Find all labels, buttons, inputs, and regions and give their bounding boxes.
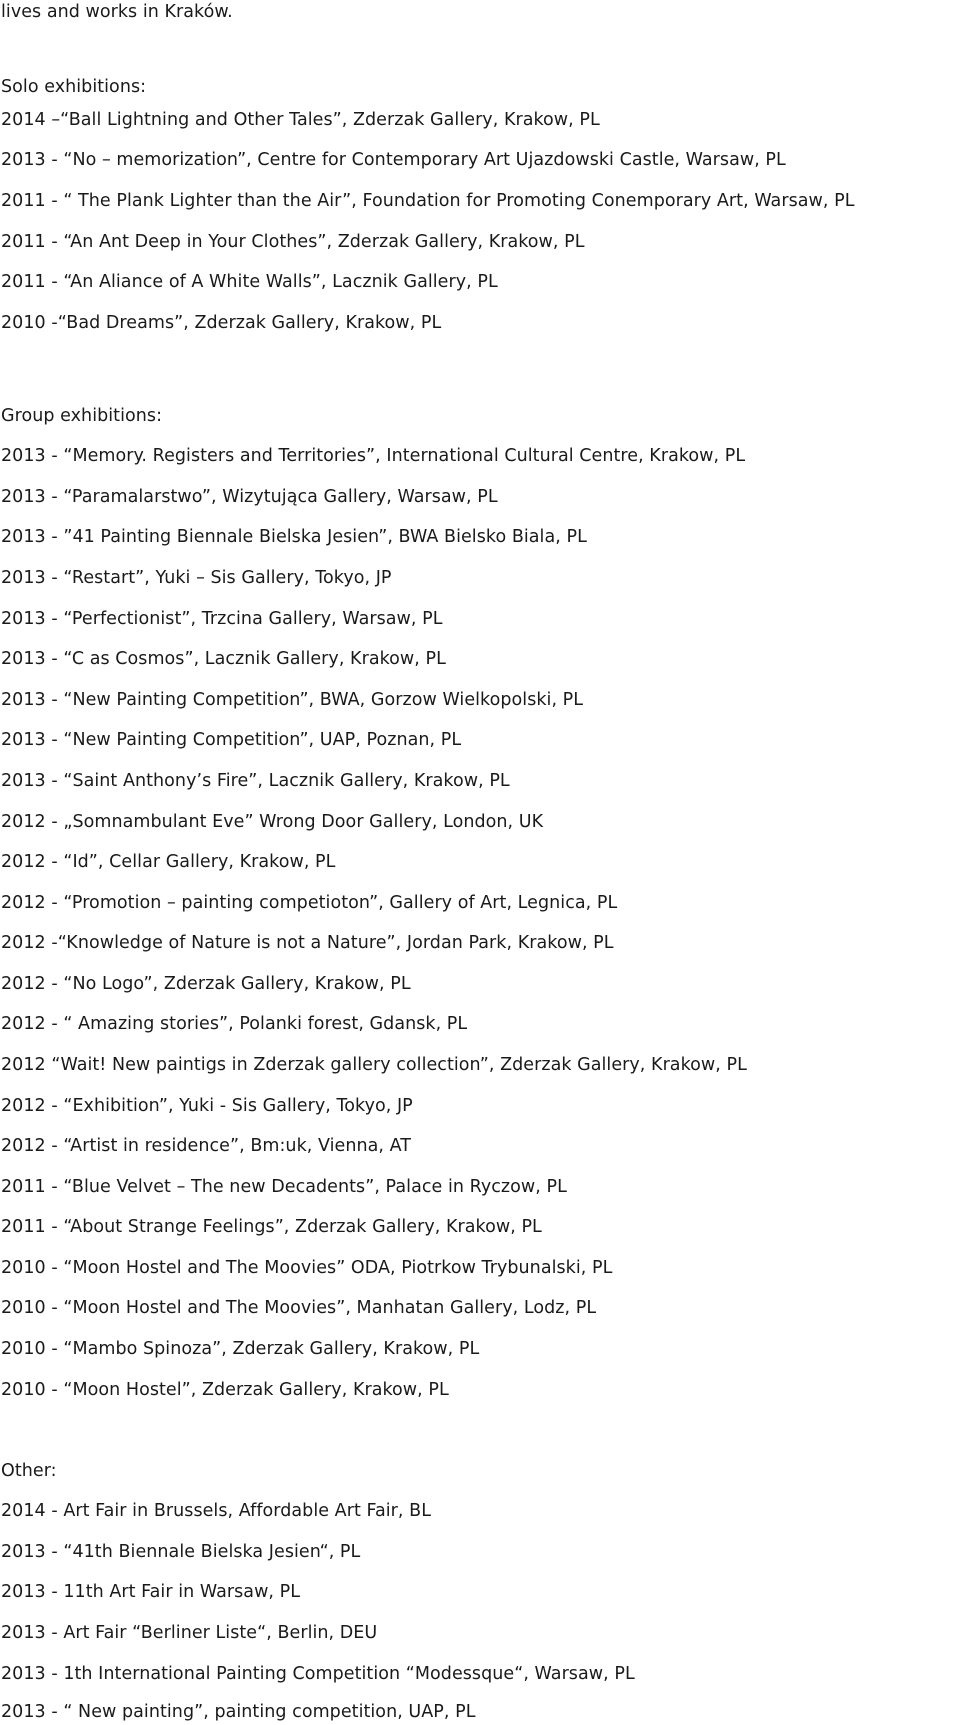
solo-exhibition-item: 2013 - “No – memorization”, Centre for Contemporary Art Ujazdowski Castle, Warsaw, PL bbox=[1, 150, 786, 170]
group-exhibition-item: 2010 - “Moon Hostel and The Moovies” ODA, Piotrkow Trybunalski, PL bbox=[1, 1258, 613, 1278]
solo-exhibition-item: 2010 -“Bad Dreams”, Zderzak Gallery, Krakow, PL bbox=[1, 313, 442, 333]
group-exhibition-item: 2013 - ”41 Painting Biennale Bielska Jesien”, BWA Bielsko Biala, PL bbox=[1, 527, 587, 547]
group-exhibition-item: 2010 - “Mambo Spinoza”, Zderzak Gallery, Krakow, PL bbox=[1, 1339, 480, 1359]
group-exhibition-item: 2011 - “About Strange Feelings”, Zderzak Gallery, Krakow, PL bbox=[1, 1217, 542, 1237]
group-exhibitions-heading: Group exhibitions: bbox=[1, 406, 163, 426]
group-exhibition-item: 2013 - “Perfectionist”, Trzcina Gallery, Warsaw, PL bbox=[1, 609, 443, 629]
group-exhibition-item: 2011 - “Blue Velvet – The new Decadents”, Palace in Ryczow, PL bbox=[1, 1177, 567, 1197]
group-exhibition-item: 2012 - “ Amazing stories”, Polanki forest, Gdansk, PL bbox=[1, 1014, 468, 1034]
group-exhibition-item: 2010 - “Moon Hostel”, Zderzak Gallery, Krakow, PL bbox=[1, 1380, 449, 1400]
group-exhibition-item: 2012 - “No Logo”, Zderzak Gallery, Krakow, PL bbox=[1, 974, 411, 994]
other-item: 2013 - 1th International Painting Competition “Modessque“, Warsaw, PL bbox=[1, 1664, 635, 1684]
solo-exhibition-item: 2011 - “ The Plank Lighter than the Air”, Foundation for Promoting Conemporary Art, Warsaw, PL bbox=[1, 191, 855, 211]
group-exhibition-item: 2012 “Wait! New paintigs in Zderzak gallery collection”, Zderzak Gallery, Krakow, PL bbox=[1, 1055, 747, 1075]
group-exhibition-item: 2013 - “New Painting Competition”, UAP, Poznan, PL bbox=[1, 730, 462, 750]
group-exhibition-item: 2013 - “Saint Anthony’s Fire”, Lacznik Gallery, Krakow, PL bbox=[1, 771, 510, 791]
group-exhibition-item: 2013 - “C as Cosmos”, Lacznik Gallery, Krakow, PL bbox=[1, 649, 446, 669]
group-exhibition-item: 2013 - “New Painting Competition”, BWA, Gorzow Wielkopolski, PL bbox=[1, 690, 584, 710]
group-exhibition-item: 2013 - “Paramalarstwo”, Wizytująca Gallery, Warsaw, PL bbox=[1, 487, 498, 507]
other-item: 2014 - Art Fair in Brussels, Affordable Art Fair, BL bbox=[1, 1501, 431, 1521]
group-exhibition-item: 2012 - „Somnambulant Eve” Wrong Door Gallery, London, UK bbox=[1, 812, 544, 832]
other-item: 2013 - “ New painting”, painting competition, UAP, PL bbox=[1, 1702, 476, 1722]
solo-exhibition-item: 2011 - “An Aliance of A White Walls”, Lacznik Gallery, PL bbox=[1, 272, 498, 292]
group-exhibition-item: 2012 - “Id”, Cellar Gallery, Krakow, PL bbox=[1, 852, 336, 872]
other-heading: Other: bbox=[1, 1461, 57, 1481]
group-exhibition-item: 2013 - “Restart”, Yuki – Sis Gallery, Tokyo, JP bbox=[1, 568, 392, 588]
group-exhibition-item: 2013 - “Memory. Registers and Territories”, International Cultural Centre, Krakow, PL bbox=[1, 446, 746, 466]
other-item: 2013 - “41th Biennale Bielska Jesien“, PL bbox=[1, 1542, 361, 1562]
group-exhibition-item: 2010 - “Moon Hostel and The Moovies”, Manhatan Gallery, Lodz, PL bbox=[1, 1298, 597, 1318]
other-item: 2013 - Art Fair “Berliner Liste“, Berlin, DEU bbox=[1, 1623, 378, 1643]
solo-exhibition-item: 2011 - “An Ant Deep in Your Clothes”, Zderzak Gallery, Krakow, PL bbox=[1, 232, 585, 252]
solo-exhibitions-heading: Solo exhibitions: bbox=[1, 77, 147, 97]
group-exhibition-item: 2012 - “Promotion – painting competioton”, Gallery of Art, Legnica, PL bbox=[1, 893, 618, 913]
group-exhibition-item: 2012 -“Knowledge of Nature is not a Nature”, Jordan Park, Krakow, PL bbox=[1, 933, 614, 953]
group-exhibition-item: 2012 - “Artist in residence”, Bm:uk, Vienna, AT bbox=[1, 1136, 412, 1156]
group-exhibition-item: 2012 - “Exhibition”, Yuki - Sis Gallery, Tokyo, JP bbox=[1, 1096, 413, 1116]
other-item: 2013 - 11th Art Fair in Warsaw, PL bbox=[1, 1582, 301, 1602]
solo-exhibition-item: 2014 –“Ball Lightning and Other Tales”, Zderzak Gallery, Krakow, PL bbox=[1, 110, 600, 130]
intro-text: lives and works in Kraków. bbox=[1, 2, 233, 22]
